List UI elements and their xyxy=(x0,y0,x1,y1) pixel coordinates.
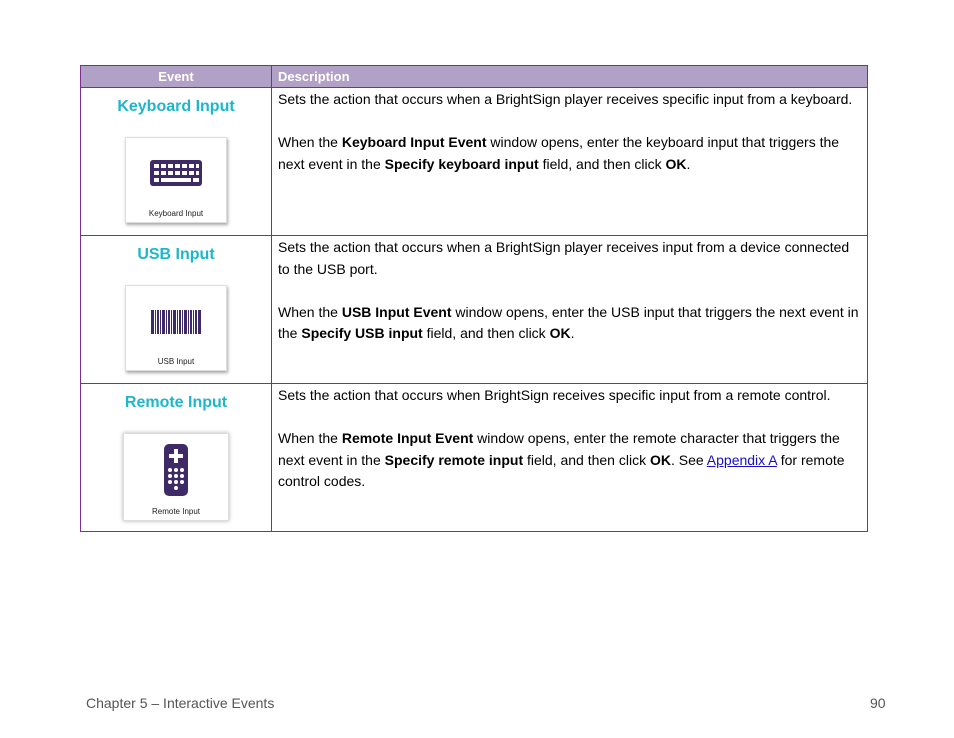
ok-label: OK xyxy=(649,451,671,468)
table-row-remote-input xyxy=(81,384,868,532)
remote-input-thumbnail xyxy=(123,433,229,521)
text: . xyxy=(570,325,575,341)
header-event: Event xyxy=(81,66,272,88)
appendix-a-link[interactable]: Appendix A xyxy=(706,451,777,468)
page-number: 90 xyxy=(870,695,886,711)
text: . xyxy=(686,155,691,172)
table-row-usb-input xyxy=(81,236,868,384)
header-description: Description xyxy=(272,66,868,88)
thumbnail-label: Remote Input xyxy=(151,507,201,516)
table-row-keyboard-input xyxy=(81,88,868,236)
window-name: Remote Input Event xyxy=(341,430,474,446)
keyboard-input-thumbnail xyxy=(125,137,227,223)
text: window opens, enter the keyboard input that triggers the next event in the xyxy=(278,134,840,172)
text: field, and then click xyxy=(523,451,650,468)
text: field, and then click xyxy=(422,325,550,341)
event-title: USB Input xyxy=(137,246,215,263)
description-instructions xyxy=(278,428,861,493)
window-name: Keyboard Input Event xyxy=(341,134,487,150)
description-instructions xyxy=(278,302,861,345)
keyboard-icon xyxy=(150,160,202,186)
description-cell xyxy=(272,236,868,384)
event-cell xyxy=(81,384,272,532)
text: window opens, enter the remote character that triggers the next event in the xyxy=(278,430,840,468)
text: for remote control codes. xyxy=(278,451,845,489)
field-name: Specify keyboard input xyxy=(384,155,539,172)
window-name: USB Input Event xyxy=(341,303,452,320)
description-instructions xyxy=(278,132,861,175)
footer-chapter: Chapter 5 – Interactive Events xyxy=(86,695,275,711)
description-cell xyxy=(272,88,868,236)
description-summary: Sets the action that occurs when a BrightSign player receives specific input from a keyboard. xyxy=(278,91,853,107)
barcode-icon xyxy=(151,310,201,334)
ok-label: OK xyxy=(665,155,687,172)
thumbnail-label: Keyboard Input xyxy=(148,209,204,218)
event-title: Keyboard Input xyxy=(117,98,235,115)
description-summary: Sets the action that occurs when BrightSign receives specific input from a remote control. xyxy=(278,387,831,403)
event-cell xyxy=(81,88,272,236)
table-header-row xyxy=(81,66,868,88)
event-title: Remote Input xyxy=(124,394,228,411)
events-table xyxy=(80,65,868,532)
usb-input-thumbnail xyxy=(125,285,227,371)
thumbnail-label: USB Input xyxy=(157,357,195,366)
field-name: Specify USB input xyxy=(301,325,423,341)
remote-control-icon xyxy=(164,444,188,496)
text: When the xyxy=(278,430,342,446)
text: field, and then click xyxy=(538,155,666,172)
text: When the xyxy=(278,134,342,150)
description-cell xyxy=(272,384,868,532)
text: . See xyxy=(670,451,707,468)
text: When the xyxy=(278,303,342,320)
text: window opens, enter the USB input that triggers the next event in the xyxy=(278,303,859,341)
ok-label: OK xyxy=(549,325,571,341)
event-cell xyxy=(81,236,272,384)
field-name: Specify remote input xyxy=(384,451,524,468)
description-summary: Sets the action that occurs when a BrightSign player receives input from a device connected to the USB port. xyxy=(278,239,850,277)
